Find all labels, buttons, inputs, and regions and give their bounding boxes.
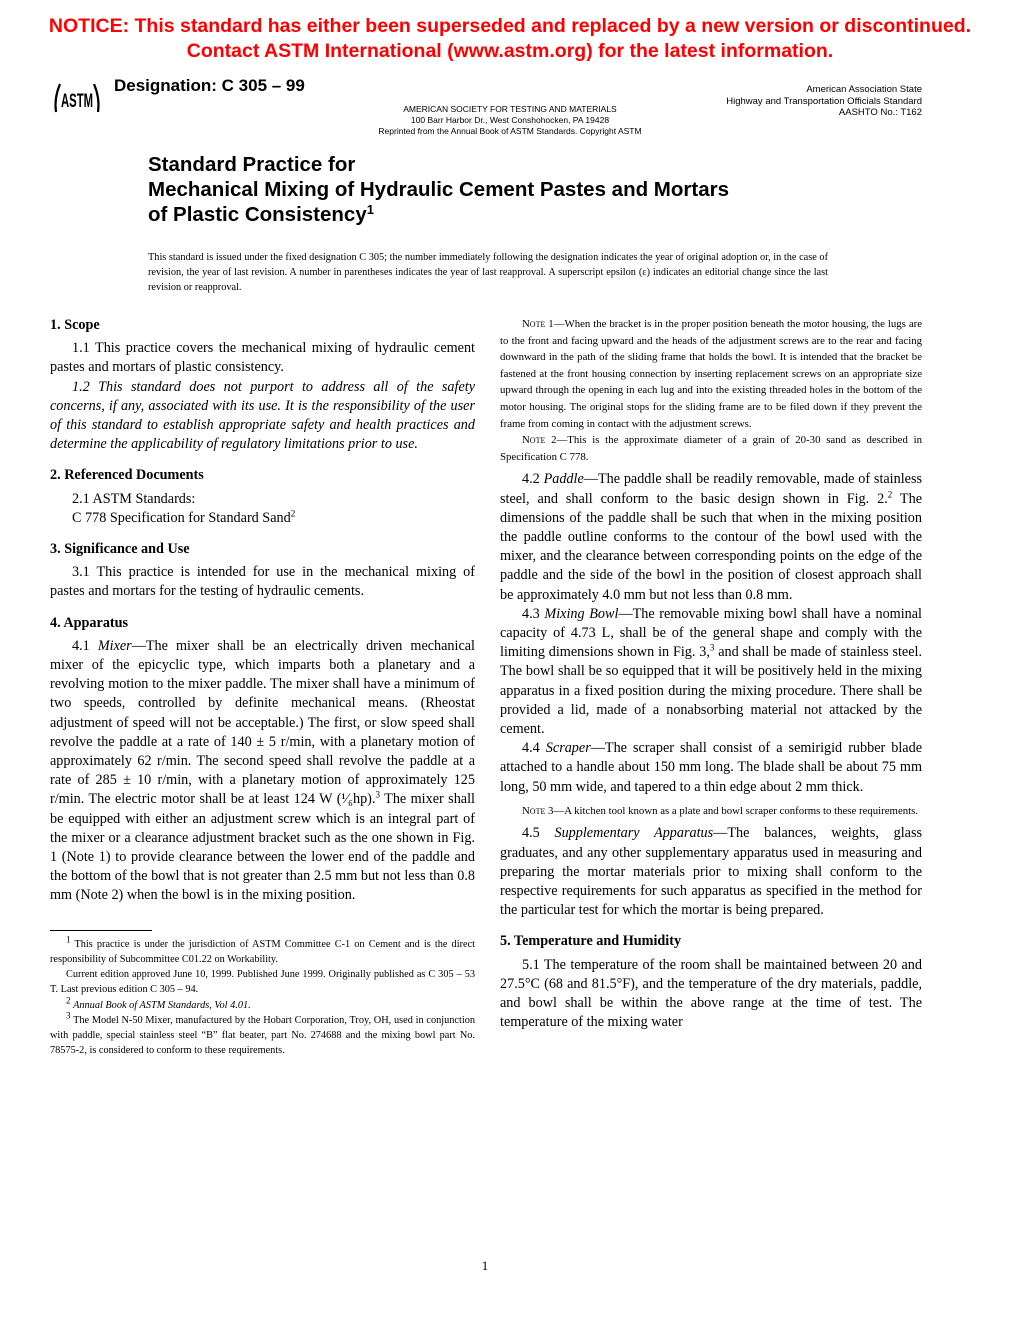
section-heading: 3. Significance and Use (50, 541, 190, 558)
society-block (330, 104, 690, 137)
note-label: Note 1 (522, 318, 554, 330)
aashto-block (726, 84, 922, 119)
document-title (148, 152, 729, 227)
paragraph: 4.5 Supplementary Apparatus—The balances, weights, glass graduates, and any other supplementary apparatus used in measuring and preparing the mortar materials prior to mixing shall conform to the respective requirements for such apparatus as specified in the method for the particular test for which the mortar is being prepared. (500, 825, 923, 919)
footnote-ref: 2 (290, 508, 296, 519)
paragraph: 1.2 This standard does not purport to address all of the safety concerns, if any, associated with its use. It is the responsibility of the user of this standard to establish appropriate safety and health practices and determine the applicability of regulatory limitations prior to use. (50, 378, 475, 453)
section-heading: 1. Scope (50, 317, 100, 333)
astm-logo-icon (52, 78, 102, 123)
note (500, 432, 922, 465)
clause-text: —The balances, weights, glass graduates, and any other supplementary apparatus used in measuring and preparing the mortar materials prior to mixing shall conform to the respective requirements for such apparatus as specified in the method for the particular test for which the mortar is being prepared. (500, 825, 923, 919)
footnote-ref: 3 (709, 642, 715, 653)
left-column (50, 316, 475, 1058)
title-line: Standard Practice for (148, 153, 356, 176)
footnote-ref: 1 (366, 202, 374, 217)
footnote-ref: 3 (375, 789, 380, 800)
title-line: Mechanical Mixing of Hydraulic Cement Pastes and Mortars (148, 178, 729, 201)
footnote: $^1$ This practice is under the jurisdiction of ASTM Committee C-1 on Cement and is the direct responsibility of Subcommittee C01.22 on Workability. (50, 934, 475, 965)
clause-text: —The removable mixing bowl shall have a nominal capacity of 4.73 L, shall be of the general shape and comply with the limiting dimensions shown in Fig. 3, (500, 605, 922, 661)
paragraph (50, 509, 475, 528)
footnote: $^2$ Annual Book of ASTM Standards, Vol 4.01. (66, 995, 251, 1011)
note-text: —When the bracket is in the proper position beneath the motor housing, the lugs are to the front and facing upward and the heads of the adjustment screws are to the rear and facing downward in the path of the sliding frame that holds the bowl. It is intended that the bracket be fastened at the front housing connection by inserting replacement screws on an appropriate size upward through the opening in each lug and into the existing threaded holes in the bottom of the motor housing. The original stops for the sliding frame are to be filed down if they prevent the frame from coming in contact with the adjustment screws. (500, 318, 923, 430)
footnote-divider (50, 930, 152, 931)
clause-text: —The scraper shall consist of a semirigid rubber blade attached to a handle about 150 mm long. The blade shall be about 75 mm long, 50 mm wide, and tapered to a thin edge about 2 mm thick. (500, 740, 922, 795)
society-line: 100 Barr Harbor Dr., West Conshohocken, PA 19428 (410, 115, 610, 125)
designation: Designation: C 305 – 99 (114, 76, 305, 95)
clause-number: 4.1 (72, 637, 98, 654)
paragraph: 2.1 ASTM Standards: (72, 490, 196, 507)
note-label: Note 2 (522, 434, 557, 447)
title-line (148, 202, 729, 227)
page-number: 1 (481, 1258, 489, 1273)
reference-text: C 778 Specification for Standard Sand (72, 509, 291, 526)
clause-text: The dimensions of the paddle shall be such that when in the mixing position the paddle outline conforms to the contour of the bowl used with the mixer, and the clearance between corresponding points on the edge of the paddle and the side of the bowl in the position of closest approach shall be approximately 4.0 mm but not less than 0.8 mm. (500, 490, 922, 603)
society-line: Reprinted from the Annual Book of ASTM Standards. Copyright ASTM (378, 126, 642, 136)
society-line: AMERICAN SOCIETY FOR TESTING AND MATERIALS (403, 104, 617, 114)
section-heading: 5. Temperature and Humidity (500, 933, 682, 950)
paragraph: 3.1 This practice is intended for use in the mechanical mixing of pastes and mortars for the testing of hydraulic cements. (50, 564, 475, 600)
note (500, 316, 922, 432)
paragraph: 4.2 Paddle—The paddle shall be readily removable, made of stainless steel, and shall conform to the basic design shown in Fig. 2.$^2$ The dimensions of the paddle shall be such that when in the mixing position the paddle outline conforms to the contour of the bowl used with the mixer, and the clearance between corresponding points on the edge of the paddle and the side of the bowl in the position of closest approach shall be approximately 4.0 mm but not less than 0.8 mm. (500, 471, 922, 603)
paragraph: 4.3 Mixing Bowl—The removable mixing bowl shall have a nominal capacity of 4.73 L, shall be of the general shape and comply with the limiting dimensions shown in Fig. 3,$^3$ and shall be made of stainless steel. The bowl shall be so equipped that it will be positively held in the mixing apparatus in a fixed position during the mixing procedure. There shall be provided a lid, made of a nonabsorbing material not attacked by the cement. (500, 605, 922, 737)
note-text: —This is the approximate diameter of a grain of 20-30 sand as described in Specification C 778. (500, 434, 922, 463)
notice-line-1: NOTICE: This standard has either been superseded and replaced by a new version or discontinued. (48, 15, 972, 37)
aashto-line: American Association State (806, 84, 922, 95)
issuance-statement: This standard is issued under the fixed designation C 305; the number immediately following the designation indicates the year of original adoption or, in the case of revision, the year of last revision. A number in parentheses indicates the year of last reapproval. A superscript epsilon (ε) indicates an editorial change since the last revision or reapproval. (148, 252, 828, 293)
note-label: Note 3 (522, 804, 554, 817)
paragraph: 1.1 This practice covers the mechanical mixing of hydraulic cement pastes and mortars of plastic consistency. (50, 340, 475, 376)
title-text: of Plastic Consistency (148, 203, 367, 226)
clause-text: —The paddle shall be readily removable, made of stainless steel, and shall conform to the basic design shown in Fig. 2. (500, 471, 922, 507)
note (500, 803, 922, 820)
svg-text:ASTM: ASTM (61, 91, 93, 112)
clause-term: Mixer (97, 637, 132, 654)
aashto-line: AASHTO No.: T162 (838, 107, 922, 118)
clause-text: —The mixer shall be an electrically driven mechanical mixer of the epicyclic type, which imparts both a planetary and a revolving motion to the mixer paddle. The mixer shall have a minimum of two speeds, controlled by definite mechanical means. (Rheostat adjustment of speed will not be acceptable.) The first, or slow speed shall revolve the paddle at a rate of 140 ± 5 r/min, with a planetary motion of approximately 62 r/min. The second speed shall revolve the paddle at a rate of 285 ± 10 r/min, with a planetary motion of approximately 125 r/min. The electric motor shall be at least 124 W (¹⁄₆hp). (50, 637, 475, 808)
section-heading: 2. Referenced Documents (50, 467, 204, 484)
clause-term: Scraper (545, 740, 591, 757)
paragraph (50, 637, 475, 906)
clause-term: Supplementary Apparatus (554, 825, 714, 842)
section-heading: 4. Apparatus (50, 614, 129, 631)
footnote-ref: 2 (887, 488, 893, 499)
notice-line-2: Contact ASTM International (www.astm.org) for the latest information. (186, 40, 834, 62)
clause-term: Paddle (543, 471, 584, 488)
note-text: —A kitchen tool known as a plate and bowl scraper conforms to these requirements. (553, 804, 919, 817)
paragraph: 5.1 The temperature of the room shall be maintained between 20 and 27.5°C (68 and 81.5°F), and the temperature of the dry materials, paddle, and bowl shall be within the above range at the time of test. The temperature of the mixing water (500, 956, 922, 1031)
clause-text: and shall be made of stainless steel. The bowl shall be so equipped that it will be positively held in the mixing apparatus in a fixed position during the mixing procedure. There shall be provided a lid, made of a nonabsorbing material not attacked by the cement. (500, 644, 922, 737)
aashto-line: Highway and Transportation Officials Standard (726, 95, 922, 107)
right-column (500, 316, 922, 1032)
clause-term: Mixing Bowl (544, 605, 619, 622)
footnote: Current edition approved June 10, 1999. Published June 1999. Originally published as C 305 – 53 T. Last previous edition C 305 – 94. (50, 969, 475, 996)
footnote: $^3$ The Model N-50 Mixer, manufactured by the Hobart Corporation, Troy, OH, used in conjunction with paddle, special stainless steel “B” flat beater, part No. 274688 and the mixing bowl part No. 78575-2, is considered to conform to these requirements. (50, 1010, 475, 1057)
clause-text: The mixer shall be equipped with either an adjustment screw which is an integral part of the mixer or a clearance adjustment bracket such as the one shown in Fig. 1 (Note 1) to provide clearance between the lower end of the paddle and the bottom of the bowl that is not greater than 2.5 mm but not less than 0.8 mm (Note 2) when the bowl is in the mixing position. (50, 791, 475, 904)
paragraph: 4.4 Scraper—The scraper shall consist of a semirigid rubber blade attached to a handle about 150 mm long. The blade shall be about 75 mm long, 50 mm wide, and tapered to a thin edge about 2 mm thick. (500, 740, 922, 795)
